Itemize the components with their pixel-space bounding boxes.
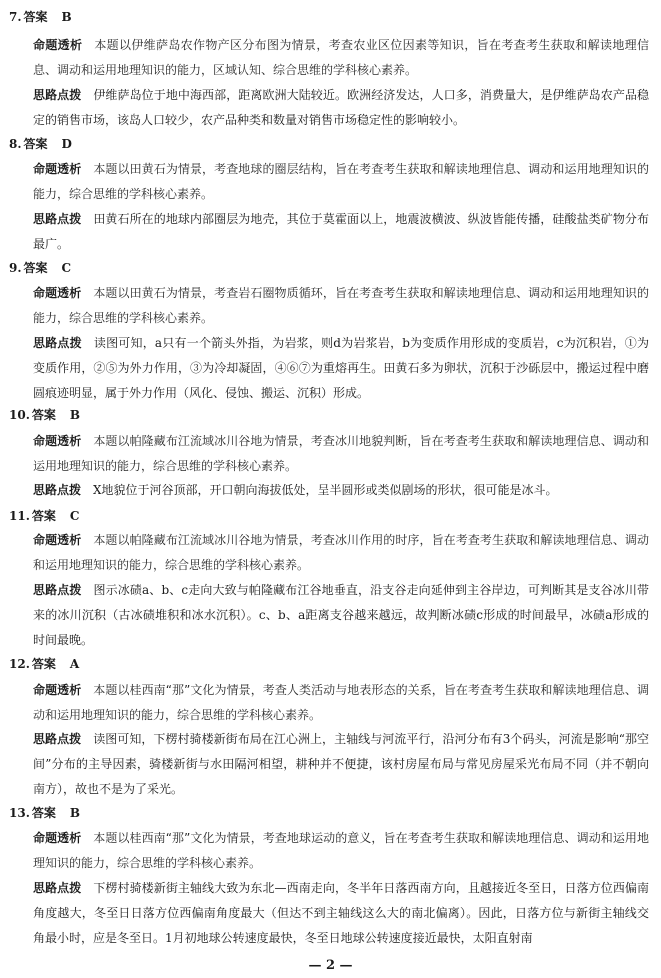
analysis-text: 本题以桂西南“那”文化为情景，考查地球运动的意义，旨在考查考生获取和解读地理信息、调动和运用地理知识的能力，综合思维的学科核心素养。	[33, 831, 649, 870]
question-13-header	[9, 805, 80, 821]
question-12-header	[9, 656, 79, 672]
hint-text: 图示冰碛a、b、c走向大致与帕隆藏布江谷地垂直，沿支谷走向延伸到主谷岸边，可判断其是支谷冰川带来的冰川沉积（古冰碛堆积和冰水沉积）。c、b、a距离支谷越来越远，故判断冰碛c形成的时间最早，冰碛a形成的时间最晚。	[33, 583, 649, 647]
answer-value: B	[69, 806, 81, 820]
analysis-label: 命题透析	[33, 683, 82, 697]
question-number: 10.	[9, 408, 30, 422]
answer-label: 答案	[31, 509, 56, 523]
analysis-text: 本题以帕隆藏布江流域冰川谷地为情景，考查冰川地貌判断，旨在考查考生获取和解读地理信息、调动和运用地理知识的能力，综合思维的学科核心素养。	[33, 434, 649, 473]
analysis-label: 命题透析	[33, 38, 83, 52]
question-7-header	[9, 9, 72, 25]
hint-label: 思路点拨	[33, 336, 82, 350]
question-10-hint	[33, 478, 649, 503]
analysis-label: 命题透析	[33, 831, 82, 845]
question-13-hint	[33, 876, 649, 951]
question-number: 13.	[9, 806, 30, 820]
question-7-hint	[33, 83, 649, 133]
question-number: 7.	[9, 10, 22, 24]
hint-label: 思路点拨	[33, 881, 82, 895]
question-number: 9.	[9, 261, 22, 275]
hint-text: 下楞村骑楼新街主轴线大致为东北—西南走向，冬半年日落西南方向，且越接近冬至日，日落方位西偏南角度越大，冬至日日落方位西偏南角度最大（但达不到主轴线这么大的南北偏离）。因此，日落方位与新街主轴线交角最小时，应是冬至日。1月初地球公转速度最快，冬至日地球公转速度接近最快，太阳直射南	[33, 881, 649, 945]
analysis-label: 命题透析	[33, 286, 82, 300]
hint-text: 伊维萨岛位于地中海西部，距离欧洲大陆较近。欧洲经济发达，人口多，消费量大，是伊维萨岛农产品稳定的销售市场，该岛人口较少，农产品种类和数量对销售市场稳定性的影响较小。	[33, 88, 649, 127]
question-7-analysis	[33, 33, 649, 83]
page-number: — 2 —	[308, 958, 353, 973]
question-8-header	[9, 136, 72, 152]
question-number: 11.	[9, 509, 30, 523]
answer-value: B	[69, 408, 81, 422]
hint-label: 思路点拨	[33, 212, 82, 226]
question-11-header	[9, 508, 79, 524]
question-8-analysis	[33, 157, 649, 207]
hint-label: 思路点拨	[33, 583, 82, 597]
analysis-label: 命题透析	[33, 434, 82, 448]
question-11-analysis	[33, 528, 649, 578]
analysis-text: 本题以田黄石为情景，考查岩石圈物质循环，旨在考查考生获取和解读地理信息、调动和运用地理知识的能力，综合思维的学科核心素养。	[33, 286, 649, 325]
answer-label: 答案	[31, 806, 56, 820]
answer-label: 答案	[31, 408, 56, 422]
hint-text: 读图可知，下楞村骑楼新街布局在江心洲上，主轴线与河流平行，沿河分布有3个码头，河流是影响“那空间”分布的主导因素，骑楼新街与水田隔河相望，耕种并不便捷，该村房屋布局与常见房屋采光布局不同（并不朝向南方），故也不是为了采光。	[33, 732, 649, 796]
answer-label: 答案	[31, 657, 56, 671]
question-9-header	[9, 260, 71, 276]
question-8-hint	[33, 207, 649, 257]
answer-value: C	[69, 509, 80, 523]
question-10-analysis	[33, 429, 649, 479]
analysis-text: 本题以伊维萨岛农作物产区分布图为情景，考查农业区位因素等知识，旨在考查考生获取和解读地理信息、调动和运用地理知识的能力，区域认知、综合思维的学科核心素养。	[33, 38, 649, 77]
question-12-hint	[33, 727, 649, 802]
answer-label: 答案	[23, 10, 48, 24]
hint-text: X地貌位于河谷顶部，开口朝向海拔低处，呈半圆形或类似剧场的形状，很可能是冰斗。	[93, 483, 558, 497]
analysis-label: 命题透析	[33, 162, 82, 176]
answer-value: C	[61, 261, 72, 275]
hint-label: 思路点拨	[33, 732, 82, 746]
hint-label: 思路点拨	[33, 483, 82, 497]
analysis-text: 本题以田黄石为情景，考查地球的圈层结构，旨在考查考生获取和解读地理信息、调动和运用地理知识的能力，综合思维的学科核心素养。	[33, 162, 649, 201]
hint-label: 思路点拨	[33, 88, 82, 102]
question-12-analysis	[33, 678, 649, 728]
question-11-hint	[33, 578, 649, 653]
answer-value: D	[61, 137, 72, 151]
question-10-header	[9, 407, 80, 423]
question-number: 12.	[9, 657, 30, 671]
answer-label: 答案	[23, 137, 48, 151]
answer-value: B	[61, 10, 72, 24]
hint-text: 田黄石所在的地球内部圈层为地壳，其位于莫霍面以上，地震波横波、纵波皆能传播，硅酸盐类矿物分布最广。	[33, 212, 649, 251]
hint-text: 读图可知，a只有一个箭头外指，为岩浆，则d为岩浆岩，b为变质作用形成的变质岩，c为沉积岩，①为变质作用，②⑤为外力作用，③为冷却凝固，④⑥⑦为重熔再生。田黄石多为卵状，沉积于沙砾层中，搬运过程中磨圆痕迹明显，属于外力作用（风化、侵蚀、搬运、沉积）形成。	[33, 336, 649, 400]
question-9-analysis	[33, 281, 649, 331]
question-13-analysis	[33, 826, 649, 876]
answer-label: 答案	[23, 261, 48, 275]
analysis-text: 本题以帕隆藏布江流域冰川谷地为情景，考查冰川作用的时序，旨在考查考生获取和解读地理信息、调动和运用地理知识的能力，综合思维的学科核心素养。	[33, 533, 649, 572]
analysis-text: 本题以桂西南“那”文化为情景，考查人类活动与地表形态的关系，旨在考查考生获取和解读地理信息、调动和运用地理知识的能力，综合思维的学科核心素养。	[33, 683, 649, 722]
question-number: 8.	[9, 137, 22, 151]
answer-value: A	[69, 657, 80, 671]
analysis-label: 命题透析	[33, 533, 82, 547]
question-9-hint	[33, 331, 649, 406]
